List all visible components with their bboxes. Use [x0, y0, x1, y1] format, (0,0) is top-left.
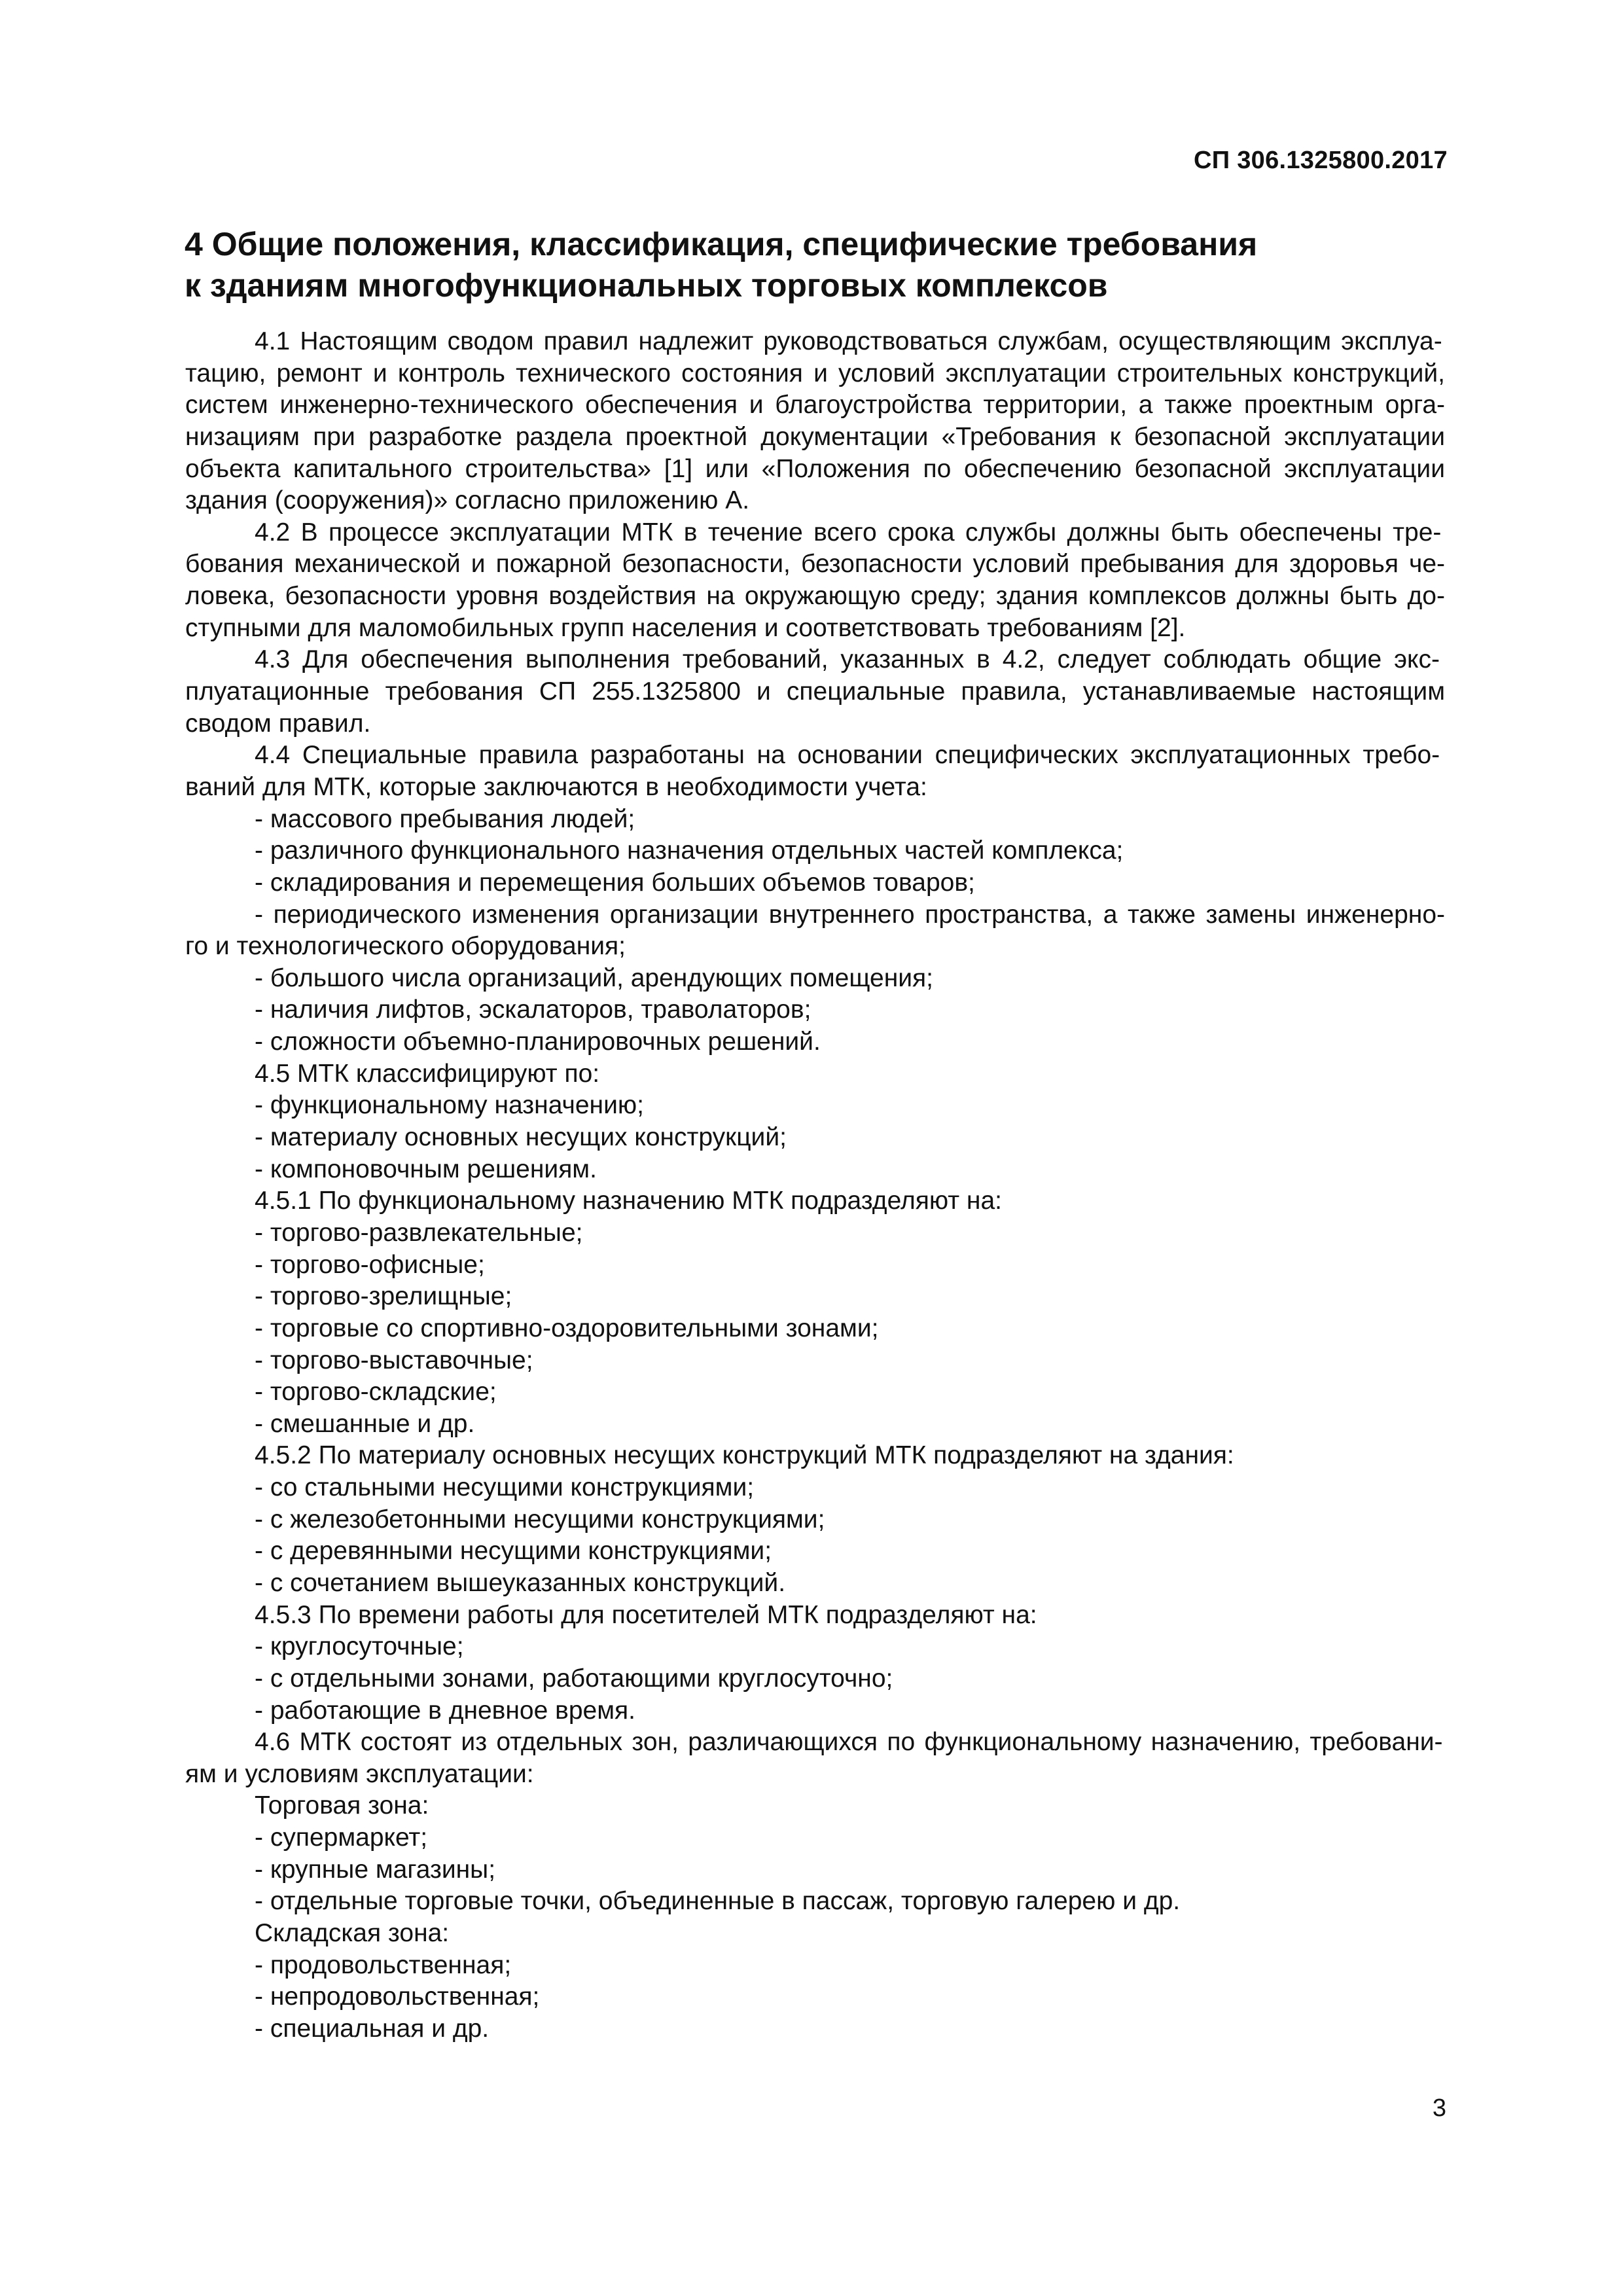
text-line: систем инженерно-технического обеспечения и благоустройства территории, а также проектным орга-	[185, 391, 1445, 420]
text-line: - большого числа организаций, арендующих помещения;	[255, 963, 933, 992]
section-body	[185, 326, 1445, 2045]
text-line: - торговые со спортивно-оздоровительными зонами;	[255, 1314, 879, 1342]
text-line: тацию, ремонт и контроль технического состояния и условий эксплуатации строительных конструкций,	[185, 359, 1445, 387]
section-title-line-2: к зданиям многофункциональных торговых комплексов	[185, 267, 1108, 304]
text-line: ступными для маломобильных групп населения и соответствовать требованиям [2].	[185, 613, 1186, 642]
text-line: бования механической и пожарной безопасности, безопасности условий пребывания для здоровья че-	[185, 550, 1445, 579]
text-line: ям и условиям эксплуатации:	[185, 1759, 534, 1788]
text-line: - отдельные торговые точки, объединенные в пассаж, торговую галерею и др.	[255, 1887, 1181, 1916]
text-line: - торгово-зрелищные;	[255, 1282, 512, 1311]
text-line: Торговая зона:	[255, 1791, 429, 1820]
text-line: - массового пребывания людей;	[255, 804, 635, 833]
text-line: - сложности объемно-планировочных решений.	[255, 1028, 821, 1056]
text-line: 4.5.1 По функциональному назначению МТК подразделяют на:	[255, 1187, 1002, 1215]
text-line: - работающие в дневное время.	[255, 1696, 636, 1725]
text-line: - торгово-офисные;	[255, 1250, 485, 1279]
text-line: - наличия лифтов, эскалаторов, траволаторов;	[255, 996, 812, 1024]
text-line: - периодического изменения организации внутреннего пространства, а также замены инженерно-	[255, 900, 1445, 929]
text-line: - с деревянными несущими конструкциями;	[255, 1537, 772, 1566]
text-line: Складская зона:	[255, 1919, 450, 1948]
page-number: 3	[1432, 2094, 1446, 2122]
text-line: - компоновочным решениям.	[255, 1155, 597, 1183]
text-line: 4.3 Для обеспечения выполнения требований, указанных в 4.2, следует соблюдать общие экс-	[255, 645, 1440, 674]
text-line: - функциональному назначению;	[255, 1091, 644, 1120]
text-line: ваний для МТК, которые заключаются в необходимости учета:	[185, 772, 927, 801]
text-line: 4.6 МТК состоят из отдельных зон, различающихся по функциональному назначению, требовани-	[255, 1728, 1443, 1757]
text-line: 4.2 В процессе эксплуатации МТК в течение всего срока службы должны быть обеспечены тре-	[255, 518, 1442, 547]
text-line: - с отдельными зонами, работающими круглосуточно;	[255, 1664, 893, 1693]
text-line: низациям при разработке раздела проектной документации «Требования к безопасной эксплуатации	[185, 422, 1445, 451]
section-title	[185, 224, 1428, 306]
document-code: СП 306.1325800.2017	[1193, 147, 1448, 174]
text-line: здания (сооружения)» согласно приложению А.	[185, 486, 750, 515]
text-line: - различного функционального назначения отдельных частей комплекса;	[255, 836, 1124, 865]
text-line: 4.5.3 По времени работы для посетителей МТК подразделяют на:	[255, 1600, 1037, 1629]
text-line: сводом правил.	[185, 709, 371, 738]
text-line: - смешанные и др.	[255, 1409, 475, 1438]
text-line: 4.5 МТК классифицируют по:	[255, 1059, 600, 1088]
text-line: - складирования и перемещения больших объемов товаров;	[255, 868, 975, 897]
text-line: - торгово-складские;	[255, 1378, 497, 1407]
text-line: - непродовольственная;	[255, 1982, 540, 2011]
text-line: - с железобетонными несущими конструкциями;	[255, 1505, 825, 1534]
text-line: - продовольственная;	[255, 1950, 512, 1979]
text-line: ловека, безопасности уровня воздействия на окружающую среду; здания комплексов должны быть до-	[185, 582, 1445, 611]
text-line: - материалу основных несущих конструкций;	[255, 1123, 787, 1152]
text-line: объекта капитального строительства» [1] или «Положения по обеспечению безопасной эксплуатации	[185, 454, 1445, 483]
text-line: 4.5.2 По материалу основных несущих конструкций МТК подразделяют на здания:	[255, 1441, 1234, 1470]
section-title-line-1: 4 Общие положения, классификация, специфические требования	[185, 226, 1258, 262]
text-line: - специальная и др.	[255, 2014, 490, 2043]
text-line: - торгово-развлекательные;	[255, 1218, 583, 1247]
text-line: - со стальными несущими конструкциями;	[255, 1473, 755, 1502]
text-line: - супермаркет;	[255, 1823, 428, 1852]
text-line: 4.4 Специальные правила разработаны на основании специфических эксплуатационных требо-	[255, 741, 1440, 770]
text-line: - с сочетанием вышеуказанных конструкций.	[255, 1568, 786, 1597]
text-line: го и технологического оборудования;	[185, 932, 626, 961]
text-line: 4.1 Настоящим сводом правил надлежит руководствоваться службам, осуществляющим эксплуа-	[255, 327, 1442, 355]
text-line: - торгово-выставочные;	[255, 1346, 533, 1374]
text-line: плуатационные требования СП 255.1325800 и специальные правила, устанавливаемые настоящим	[185, 677, 1445, 706]
text-line: - круглосуточные;	[255, 1632, 464, 1661]
text-line: - крупные магазины;	[255, 1855, 496, 1884]
